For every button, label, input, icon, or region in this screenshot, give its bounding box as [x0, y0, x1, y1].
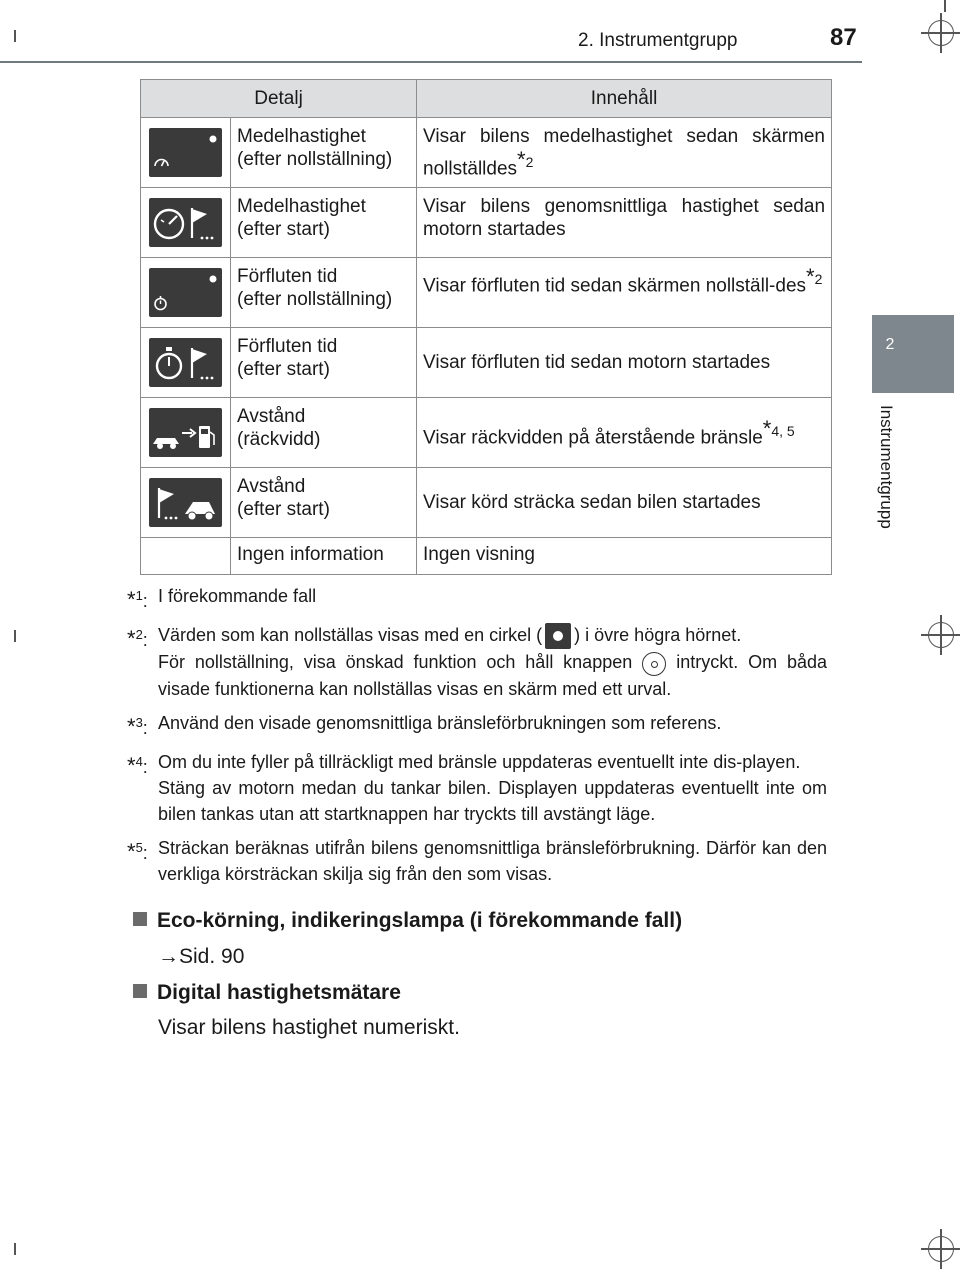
footnote-1: *$^1$: I förekommande fall [127, 586, 317, 612]
table-row [141, 398, 832, 468]
detail-label: Förfluten tid [237, 336, 338, 358]
footnote-4: *$^4$: Om du inte fyller på tillräckligt med bränsle uppdateras eventuellt inte dis-playen. Stäng av motorn medan du tankar bilen. Displayen uppdateras eventuellt inte om bilen tankas utan att startknappen har tryckts till avstängt läge. [127, 751, 827, 824]
footnote-3: *$^3$: Använd den visade genomsnittliga bränsleförbrukningen som referens. [127, 712, 722, 739]
table-row [141, 188, 832, 258]
info-table [140, 79, 832, 575]
footnote-ref: *2 [517, 147, 534, 172]
detail-label: Medelhastighet [237, 126, 366, 147]
content-text: Visar förfluten tid sedan skärmen nollställ-des [423, 275, 807, 297]
table-row [141, 258, 832, 328]
detail-sublabel: (efter start) [237, 499, 330, 521]
crop-mark [14, 1243, 16, 1255]
footnotes [127, 583, 827, 895]
column-header-detail: Detalj [141, 80, 417, 118]
chapter-tab [872, 315, 954, 393]
crop-mark [14, 30, 16, 42]
speedometer-start-icon [149, 198, 222, 247]
detail-label: Avstånd [237, 406, 306, 428]
content-text: Ingen visning [417, 538, 832, 575]
chapter-tab-number: 2 [885, 336, 895, 353]
page-number: 87 [830, 24, 857, 51]
knob-button-icon [642, 652, 666, 676]
detail-sublabel: (efter nollställning) [237, 149, 393, 170]
content-text: Visar förfluten tid sedan motorn startades [417, 328, 832, 398]
stopwatch-start-icon [149, 338, 222, 387]
section-heading-speedometer: Digital hastighetsmätare [133, 981, 401, 1005]
column-header-content: Innehåll [417, 80, 832, 118]
table-row [141, 468, 832, 538]
detail-label: Ingen information [231, 538, 417, 575]
section-heading-eco: Eco-körning, indikeringslampa (i förekommande fall) [133, 909, 682, 933]
detail-sublabel: (efter start) [237, 359, 330, 381]
section-body-eco [158, 945, 244, 969]
bullet-square-icon [133, 984, 147, 998]
table-row [141, 328, 832, 398]
detail-sublabel: (räckvidd) [237, 429, 321, 451]
bullet-square-icon [133, 912, 147, 926]
page-ref-link[interactable]: Sid. 90 [179, 945, 245, 968]
table-row [141, 538, 832, 575]
reset-circle-icon [545, 623, 571, 649]
distance-start-icon [149, 478, 222, 527]
table-header-row [141, 80, 832, 118]
registration-mark-top [928, 20, 954, 46]
detail-sublabel: (efter nollställning) [237, 289, 393, 311]
table-row [141, 118, 832, 188]
content-text: Visar räckvidden på återstående bränsle [423, 426, 763, 448]
crop-mark [14, 630, 16, 642]
stopwatch-reset-icon [149, 268, 222, 317]
arrow-icon: → [158, 945, 179, 968]
registration-mark-middle [928, 622, 954, 648]
registration-mark-bottom [928, 1236, 954, 1262]
detail-label: Förfluten tid [237, 266, 338, 288]
content-text: Visar körd sträcka sedan bilen startades [417, 468, 832, 538]
header-divider [0, 61, 862, 63]
footnote-ref: *4, 5 [762, 415, 795, 441]
content-text: Visar bilens medelhastighet sedan skärmen nollställdes [423, 126, 826, 180]
footnote-5: *$^5$: Sträckan beräknas utifrån bilens genomsnittliga bränsleförbrukning. Därför kan den verkliga körsträckan skilja sig från den som visas. [127, 837, 827, 884]
speedometer-reset-icon [149, 128, 222, 177]
range-fuel-icon [149, 408, 222, 457]
chapter-tab-label: Instrumentgrupp [877, 405, 896, 529]
detail-sublabel: (efter start) [237, 219, 330, 241]
detail-label: Avstånd [237, 476, 306, 498]
detail-label: Medelhastighet [237, 196, 366, 218]
content-text: Visar bilens genomsnittliga hastighet sedan motorn startades [417, 188, 832, 258]
crop-mark [944, 0, 946, 12]
section-body-speedometer: Visar bilens hastighet numeriskt. [158, 1016, 460, 1039]
chapter-title: 2. Instrumentgrupp [578, 30, 738, 51]
footnote-ref: *2 [806, 264, 823, 290]
footnote-2: *$^2$: Värden som kan nollställas visas med en cirkel ( ) i övre högra hörnet. För nollställning, visa önskad funktion och håll knappen intryckt. Om båda visade funktionerna kan nollställas visas en skärm med ett urval. [127, 625, 828, 699]
